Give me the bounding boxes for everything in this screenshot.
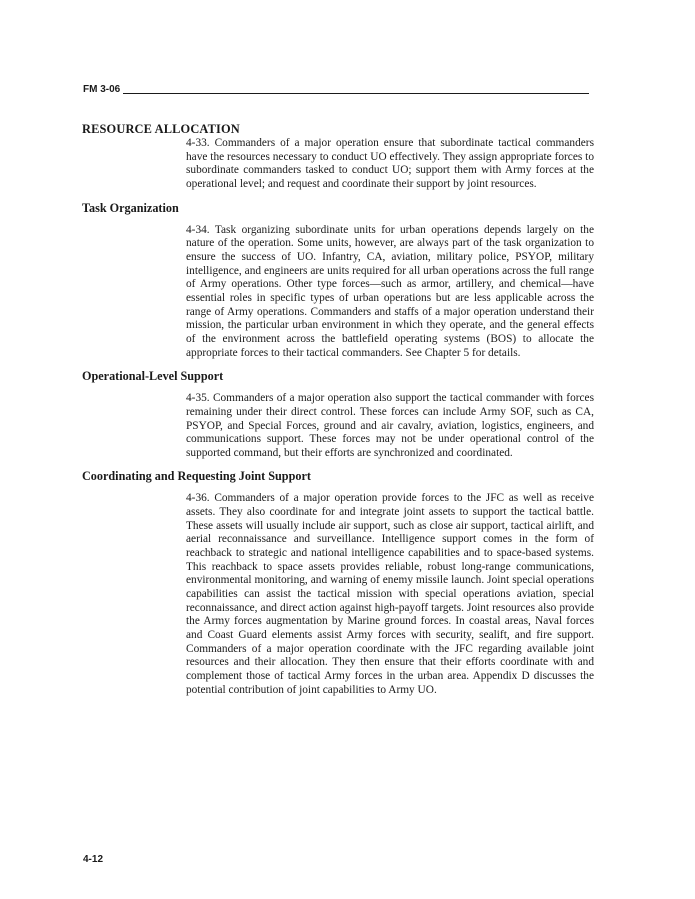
header-rule — [123, 93, 589, 94]
spacer — [82, 216, 594, 224]
spacer — [82, 460, 594, 469]
manual-number: FM 3-06 — [83, 84, 121, 95]
spacer — [82, 360, 594, 369]
spacer — [82, 384, 594, 392]
spacer — [82, 192, 594, 201]
page-number: 4-12 — [83, 854, 104, 865]
paragraph-4-36: 4-36. Commanders of a major operation provide forces to the JFC as well as receive assets. They also coordinate for and integrate joint assets to support the tactical battle. These assets will usually include air support, such as close air support, tactical airlift, and aerial reconnaissance and surveillance. Intelligence support comes in the form of reachback to strategic and national intelligence capabilities and to space-based systems. This reachback to space assets provides reliable, robust long-range communications, environmental monitoring, and warning of enemy missile launch. Joint special operations capabilities can assist the tactical mission with special operations aviation, special reconnaissance, and direct action against high-payoff targets. Joint resources also provide the Army forces augmentation by Marine ground forces. In coastal areas, Naval forces and Coast Guard elements assist Army forces with security, sealift, and fire support. Commanders of a major operation coordinate with the JFC regarding available joint resources and their allocation. They then ensure that their efforts coordinate with and complement those of tactical Army forces in the urban area. Appendix D discusses the potential contribution of joint capabilities to Army UO. — [186, 492, 594, 696]
running-header — [83, 85, 589, 95]
paragraph-4-35: 4-35. Commanders of a major operation also support the tactical commander with forces remaining under their direct control. These forces can include Army SOF, such as CA, PSYOP, and Special Forces, ground and air cavalry, aviation, logistics, engineers, and communications support. These forces may not be under operational control of the supported command, but their efforts are synchronized and coordinated. — [186, 392, 594, 459]
subheading-joint-support: Coordinating and Requesting Joint Support — [82, 469, 311, 484]
subheading-operational-level-support: Operational-Level Support — [82, 369, 224, 384]
spacer — [82, 484, 594, 492]
paragraph-4-33: 4-33. Commanders of a major operation ensure that subordinate tactical commanders have the resources necessary to conduct UO effectively. They assign appropriate forces to subordinate commanders tasked to conduct UO; support them with Army forces at the operational level; and request and coordinate their support by joint resources. — [186, 137, 594, 190]
subheading-task-organization: Task Organization — [82, 200, 179, 215]
section-title-resource-allocation: RESOURCE ALLOCATION — [82, 122, 240, 136]
paragraph-4-34: 4-34. Task organizing subordinate units for urban operations depends largely on the nature of the operation. Some units, however, are always part of the task organization to ensure the success of UO. Infantry, CA, aviation, military police, PSYOP, military intelligence, and engineers are units required for all urban operations across the full range of Army operations. Other type forces—such as armor, artillery, and chemical—have essential roles in specific types of urban operations but are less applicable across the range of Army operations. Commanders and staffs of a major operation understand their mission, the particular urban environment in which they operate, and the general effects of the environment across the battlefield operating systems (BOS) to allocate the appropriate forces to their tactical commanders. See Chapter 5 for details. — [186, 223, 594, 359]
page-body — [82, 122, 594, 697]
